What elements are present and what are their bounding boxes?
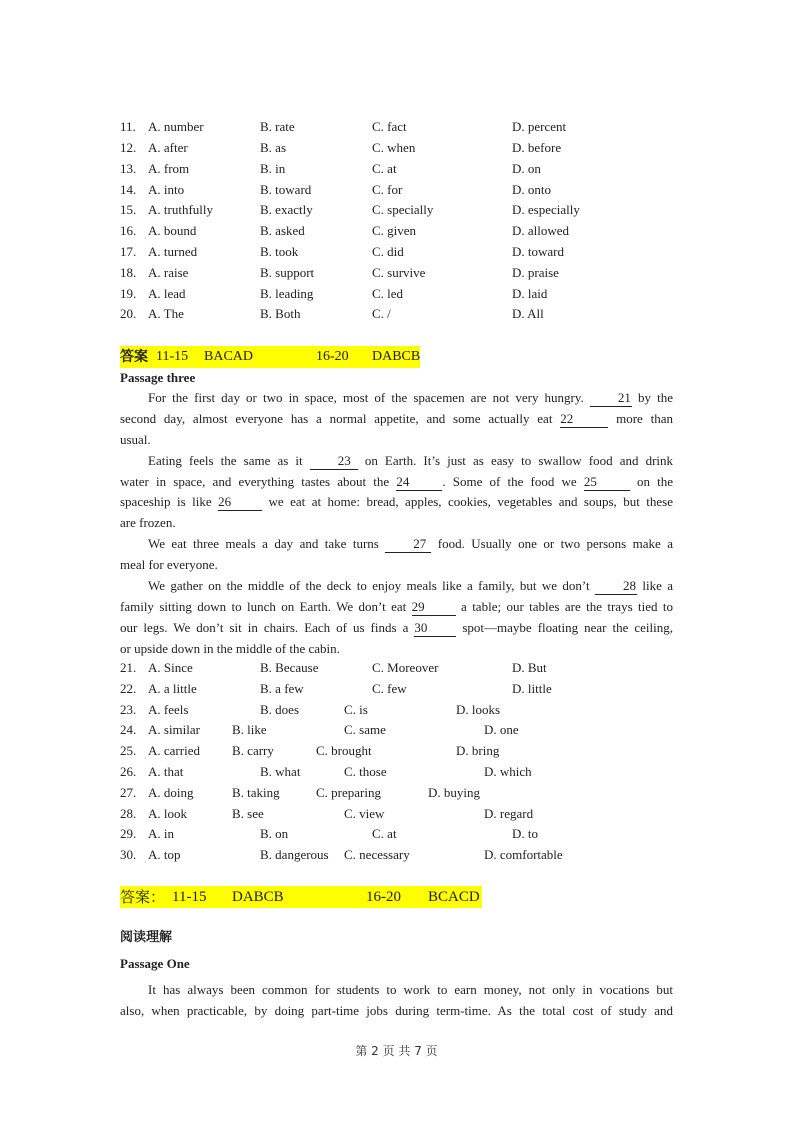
page-footer: 第 2 页 共 7 页 bbox=[355, 1044, 438, 1058]
passage-title: Passage three bbox=[120, 370, 196, 385]
blank-29: 29 bbox=[412, 599, 456, 616]
document-page: 11. A. number B. rate C. fact D. percent 12. A. after B. as C. when D. before 13. A. from B. in C. at D. on 14. A. into B. toward C. for D. onto 15. A. truthfully B. exactly C. specially D. especially 16. A. bound B. asked C. given D. allowed 17. A. turned B. took C. did D. toward 18. A. raise B. support C. survive D. praise 19. A. lead B. leading C. led D. laid 20. A. The B. Both C. / D. All 答案 11-15 BACAD 16-20 DABCB Passage three For the first day or two in space, most of the spacemen are not very hungry. 21 by the second day, almost everyone has a normal appetite, and some actually eat 22 more than usual. Eating feels the same as it 23 on Earth. It’s just as easy to swallow food and drink water in space, and everything tastes about the 24 . Some of the food we 25 on the spaceship is like 26 we eat at home: bread, apples, cookies, vegetables and soups, but these are frozen. We eat three meals a day and take turns 27 food. Usually one or two persons make a meal for everyone. We gather on the middle of the deck to enjoy meals like a family, but we don’t 28 like a family sitting down to lunch on Earth. We don’t eat 29 a table; our tables are the trays tied to our legs. We don’t sit in chairs. Each of us finds a 30 spot—maybe floating near the ceiling, or upside down in the middle of the cabin. 21. A. Since B. Because C. Moreover D. But 22. A. a little B. a few C. few D. little 23. A. feels B. does C. is D. looks 24. A. similar B. like C. same D. one 25. A. carried B. carry C. brought D. bring 26. A. that B. what C. those D. which 27. A. doing B. taking C. preparing D. buying 28. A. look B. see C. view D. regard 29. A. in B. on C. at D. to 30. A. top B. dangerous C. necessary D. comfortable 答案： 11-15 DABCB 16-20 BCACD 阅读理解 Passage One It has always been common for students to work to earn money, not only in vocations but also, when practicable, by doing part-time jobs during term-time. As the total cost of study and 第 2 页 共 7 页 bbox=[0, 0, 793, 1122]
blank-21: 21 bbox=[590, 390, 632, 407]
blank-30: 30 bbox=[414, 620, 456, 637]
blank-26: 26 bbox=[218, 494, 262, 511]
passage-three-text: For the first day or two in space, most of the spacemen are not very hungry. 21 by the second day, almost everyone has a normal appetite, and some actually eat 22 more than usual. Eating feels the same as it 23 on Earth. It’s just as easy to swallow food and drink water in space, and everything tastes about the 24 . Some of the food we 25 on the spaceship is like 26 we eat at home: bread, apples, cookies, vegetables and soups, but these are frozen. We eat three meals a day and take turns 27 food. Usually one or two persons make a meal for everyone. We gather on the middle of the deck to enjoy meals like a family, but we don’t 28 like a family sitting down to lunch on Earth. We don’t eat 29 a table; our tables are the trays tied to our legs. We don’t sit in chairs. Each of us finds a 30 spot—maybe floating near the ceiling, or upside down in the middle of the cabin. bbox=[120, 390, 674, 656]
blank-22: 22 bbox=[560, 411, 608, 428]
answer-key-highlight: 答案 11-15 BACAD 16-20 DABCB bbox=[120, 346, 420, 368]
blank-23: 23 bbox=[310, 453, 358, 470]
blank-28: 28 bbox=[595, 578, 637, 595]
blank-24: 24 bbox=[396, 474, 442, 491]
blank-25: 25 bbox=[584, 474, 630, 491]
answer-key-highlight: 答案： 11-15 DABCB 16-20 BCACD bbox=[120, 886, 482, 908]
blank-27: 27 bbox=[385, 536, 431, 553]
passage-title: Passage One bbox=[120, 956, 190, 971]
passage-one-text: It has always been common for students to work to earn money, not only in vocations but also, when practicable, by doing part-time jobs during term-time. As the total cost of study and bbox=[120, 982, 673, 1018]
section-title: 阅读理解 bbox=[120, 930, 173, 945]
